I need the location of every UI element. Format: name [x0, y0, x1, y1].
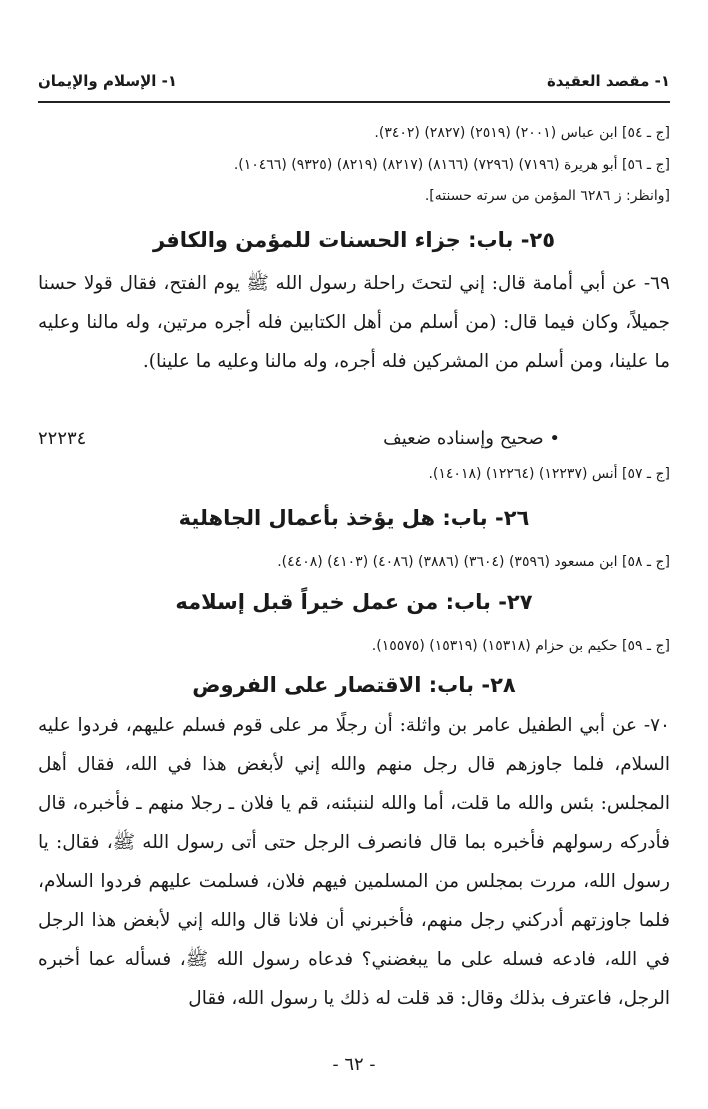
grade-number: ٢٢٢٣٤ — [38, 427, 87, 449]
running-header — [38, 68, 670, 94]
reference-line: [ج ـ ٥٦] أبو هريرة (٧١٩٦) (٧٢٩٦) (٨١٦٦) (٨٢١٧) (٨٢١٩) (٩٣٢٥) (١٠٤٦٦). — [233, 157, 670, 173]
header-chapter-title: ١- مقصد العقيدة — [546, 72, 670, 90]
reference-line: [وانظر: ز ٦٢٨٦ المؤمن من سرته حسنته]. — [424, 188, 670, 204]
grade-text: • صحيح وإسناده ضعيف — [383, 427, 560, 449]
page-number: - ٦٢ - — [332, 1054, 376, 1075]
header-section-title: ١- الإسلام والإيمان — [38, 72, 178, 90]
chapter-heading-27: ٢٧- باب: من عمل خيراً قبل إسلامه — [175, 590, 533, 614]
chapter-heading-28: ٢٨- باب: الاقتصار على الفروض — [192, 673, 516, 697]
reference-line: [ج ـ ٥٨] ابن مسعود (٣٥٩٦) (٣٦٠٤) (٣٨٨٦) (٤٠٨٦) (٤١٠٣) (٤٤٠٨). — [277, 554, 670, 570]
chapter-heading-25: ٢٥- باب: جزاء الحسنات للمؤمن والكافر — [152, 228, 556, 252]
grade-row — [38, 423, 670, 453]
book-page — [38, 0, 670, 1109]
reference-line: [ج ـ ٥٧] أنس (١٢٢٣٧) (١٢٢٦٤) (١٤٠١٨). — [428, 466, 670, 482]
header-divider — [38, 101, 670, 103]
hadith-70: ٧٠- عن أبي الطفيل عامر بن واثلة: أن رجلًا مر على قوم فسلم عليهم، فردوا عليه السلام، فلما جاوزهم قال رجل منهم والله إني لأبغض هذا في الله، فقال أهل المجلس: بئس والله ما قلت، أما والله لننبئنه، قم يا فلان ـ رجلا منهم ـ فأخبره، قال فأدركه رسولهم فأخبره بما قال فانصرف الرجل حتى أتى رسول الله ﷺ، فقال: يا رسول الله، مررت بمجلس من المسلمين فيهم فلان، فسلمت عليهم فردوا السلام، فلما جاوزتهم أدركني رجل منهم، فأخبرني أن فلانا قال والله إني لأبغض هذا الرجل في الله، فادعه فسله على ما يبغضني؟ فدعاه رسول الله ﷺ، فسأله عما أخبره الرجل، فاعترف بذلك وقال: قد قلت له ذلك يا رسول الله، فقال — [38, 715, 671, 1009]
reference-line: [ج ـ ٥٤] ابن عباس (٢٠٠١) (٢٥١٩) (٢٨٢٧) (٣٤٠٢). — [374, 125, 670, 141]
reference-line: [ج ـ ٥٩] حكيم بن حزام (١٥٣١٨) (١٥٣١٩) (١٥٥٧٥). — [371, 638, 670, 654]
chapter-heading-26: ٢٦- باب: هل يؤخذ بأعمال الجاهلية — [178, 506, 530, 530]
hadith-69: ٦٩- عن أبي أمامة قال: إني لتحتَ راحلة رسول الله ﷺ يوم الفتح، فقال قولا حسنا جميلاً، وكان فيما قال: (من أسلم من أهل الكتابين فله أجره مرتين، وله مالنا وعليه ما علينا، ومن أسلم من المشركين فله أجره، وله مالنا وعليه ما علينا). — [38, 273, 670, 372]
